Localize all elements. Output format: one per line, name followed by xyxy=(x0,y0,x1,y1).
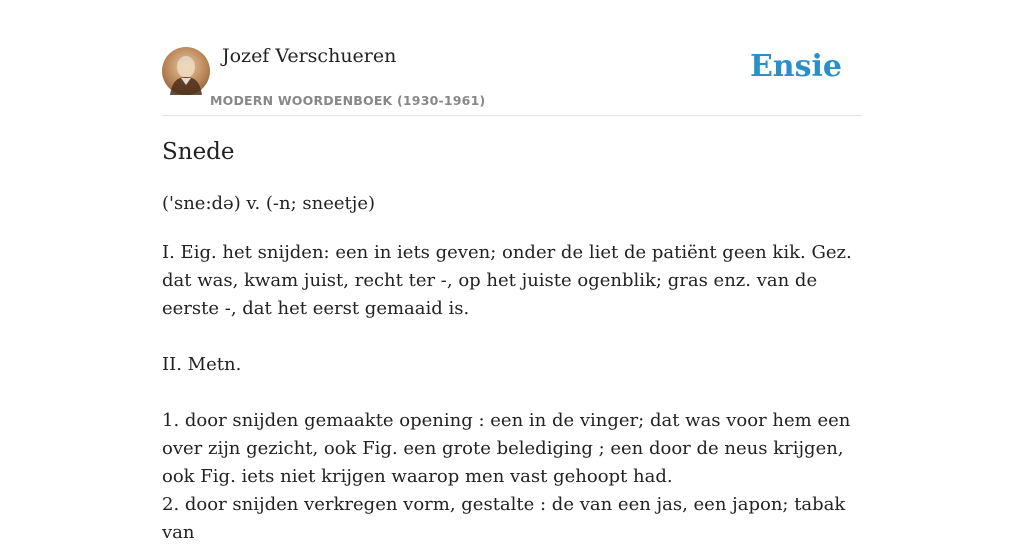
author-avatar[interactable] xyxy=(162,47,210,95)
entry-container xyxy=(162,0,862,543)
entry-term: Snede xyxy=(162,139,235,165)
definition-paragraph: I. Eig. het snijden: een in iets geven; onder de liet de patiënt geen kik. Gez. dat was, kwam juist, recht ter -, op het juiste ogenblik; gras enz. van de eerste -, dat het eerst gemaaid is. xyxy=(162,242,852,319)
portrait-icon xyxy=(162,47,210,95)
author-name[interactable]: Jozef Verschueren xyxy=(222,45,397,67)
entry-pronunciation: ('sne:də) v. (-n; sneetje) xyxy=(162,193,376,214)
definition-paragraph: II. Metn. xyxy=(162,354,242,375)
source-dictionary[interactable]: MODERN WOORDENBOEK (1930-1961) xyxy=(210,93,486,108)
definition-paragraph: 1. door snijden gemaakte opening : een in de vinger; dat was voor hem een over zijn gezicht, ook Fig. een grote belediging ; een door de neus krijgen, ook Fig. iets niet krijgen waarop men vast gehoopt had. xyxy=(162,410,851,487)
entry-definition xyxy=(162,239,862,547)
definition-paragraph: 2. door snijden verkregen vorm, gestalte : de van een jas, een japon; tabak van xyxy=(162,494,846,543)
entry-header xyxy=(162,0,862,116)
ensie-logo[interactable]: Ensie xyxy=(749,49,842,84)
